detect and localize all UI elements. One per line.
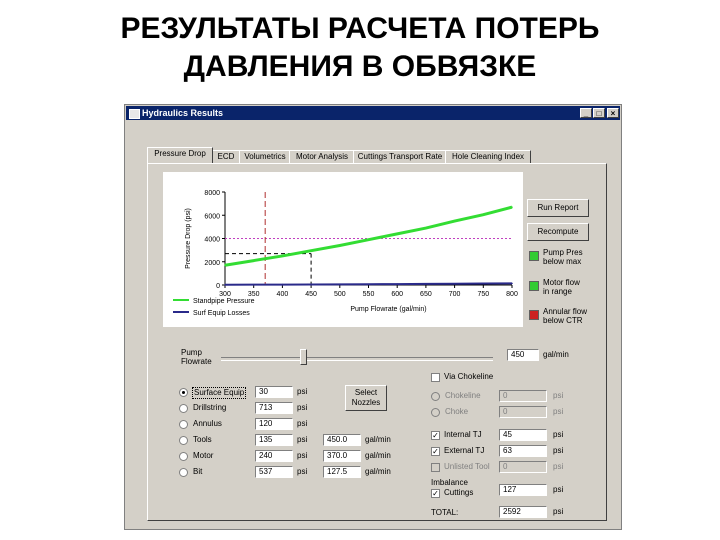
tab-ecd[interactable]: ECD: [211, 150, 241, 163]
radio-chokeline[interactable]: [431, 392, 440, 401]
bit-flow-unit: gal/min: [365, 467, 391, 476]
drillstring-value[interactable]: 713: [255, 402, 293, 414]
y-axis-label: Pressure Drop (psi): [185, 208, 192, 269]
annulus-value[interactable]: 120: [255, 418, 293, 430]
series-point: [310, 250, 312, 252]
radio-surface-equip[interactable]: [179, 388, 188, 397]
pump-flowrate-unit: gal/min: [543, 350, 569, 359]
pump-flowrate-label: Pump Flowrate: [181, 348, 212, 366]
series-point: [310, 284, 312, 286]
label-drillstring: Drillstring: [193, 403, 227, 412]
annular-flow-indicator: [529, 310, 539, 320]
y-tick-label: 6000: [204, 213, 220, 221]
tools-flow-value[interactable]: 450.0: [323, 434, 361, 446]
series-point: [425, 283, 427, 285]
external-tj-value[interactable]: 63: [499, 445, 547, 457]
unlisted-tool-value[interactable]: 0: [499, 461, 547, 473]
series-point: [253, 260, 255, 262]
internal-tj-checkbox[interactable]: ✓: [432, 431, 439, 440]
radio-annulus[interactable]: [179, 420, 188, 429]
x-tick-label: 400: [276, 291, 289, 298]
label-surface-equip: Surface Equip: [194, 388, 245, 397]
series-point: [339, 284, 341, 286]
x-tick-label: 700: [448, 291, 461, 298]
label-cuttings: Cuttings: [444, 488, 474, 497]
bit-unit: psi: [297, 467, 308, 476]
minimize-button[interactable]: _: [580, 108, 592, 118]
surface-equip-value[interactable]: 30: [255, 386, 293, 398]
motor-flow-value[interactable]: 370.0: [323, 450, 361, 462]
y-tick-label: 0: [216, 283, 220, 290]
x-tick-label: 500: [333, 291, 346, 298]
total-value[interactable]: 2592: [499, 506, 547, 518]
tools-value[interactable]: 135: [255, 434, 293, 446]
y-tick-label: 4000: [204, 236, 220, 244]
y-tick-label: 8000: [204, 190, 220, 197]
pump-flowrate-input[interactable]: 450: [507, 349, 539, 361]
annulus-unit: psi: [297, 419, 308, 428]
motor-flow-indicator: [529, 281, 539, 291]
recompute-button[interactable]: Recompute: [527, 223, 589, 241]
label-motor: Motor: [193, 451, 214, 460]
series-point: [396, 233, 398, 235]
imbalance-label: Imbalance: [431, 478, 468, 487]
series-point: [511, 206, 513, 208]
legend-label: Standpipe Pressure: [193, 298, 255, 305]
tools-flow-unit: gal/min: [365, 435, 391, 444]
series-point: [224, 284, 226, 286]
slide-title-line-1: РЕЗУЛЬТАТЫ РАСЧЕТА ПОТЕРЬ: [120, 12, 600, 45]
window-title: Hydraulics Results: [142, 108, 224, 118]
app-icon: [129, 109, 140, 119]
pump-pressure-indicator-label: Pump Pres below max: [543, 248, 583, 266]
x-axis-label: Pump Flowrate (gal/min): [350, 306, 427, 313]
x-tick-label: 350: [247, 291, 260, 298]
label-bit: Bit: [193, 467, 203, 476]
pump-pressure-indicator: [529, 251, 539, 261]
series-point: [396, 283, 398, 285]
motor-unit: psi: [297, 451, 308, 460]
total-label: TOTAL:: [431, 508, 459, 517]
tab-pressure-drop[interactable]: Pressure Drop: [147, 147, 213, 163]
radio-tools[interactable]: [179, 436, 188, 445]
series-point: [483, 214, 485, 216]
unlisted-tool-checkbox[interactable]: [431, 463, 440, 472]
tab-cuttings-transport-rate[interactable]: Cuttings Transport Rate: [353, 150, 447, 163]
pressure-chart: [163, 172, 523, 327]
radio-drillstring[interactable]: [179, 404, 188, 413]
motor-value[interactable]: 240: [255, 450, 293, 462]
tab-volumetrics[interactable]: Volumetrics: [239, 150, 291, 163]
close-button[interactable]: ×: [607, 108, 619, 118]
run-report-button[interactable]: Run Report: [527, 199, 589, 217]
cuttings-value[interactable]: 127: [499, 484, 547, 496]
legend-label: Surf Equip Losses: [193, 310, 250, 317]
motor-flow-unit: gal/min: [365, 451, 391, 460]
x-tick-label: 650: [420, 291, 432, 298]
x-tick-label: 750: [477, 291, 490, 298]
tools-unit: psi: [297, 435, 308, 444]
series-point: [368, 283, 370, 285]
series-point: [224, 264, 226, 266]
choke-unit: psi: [553, 407, 564, 416]
series-point: [282, 284, 284, 286]
series-point: [425, 227, 427, 229]
internal-tj-unit: psi: [553, 430, 564, 439]
slide-title: [0, 10, 720, 86]
tab-hole-cleaning-index[interactable]: Hole Cleaning Index: [445, 150, 531, 163]
label-chokeline: Chokeline: [445, 391, 481, 400]
total-unit: psi: [553, 507, 564, 516]
choke-value[interactable]: 0: [499, 406, 547, 418]
series-point: [253, 284, 255, 286]
series-point: [483, 283, 485, 285]
x-tick-label: 600: [391, 291, 404, 298]
cuttings-checkbox[interactable]: ✓: [432, 489, 439, 498]
window-titlebar[interactable]: [126, 106, 620, 120]
x-tick-label: 550: [362, 291, 375, 298]
chokeline-value[interactable]: 0: [499, 390, 547, 402]
bit-flow-value[interactable]: 127.5: [323, 466, 361, 478]
maximize-button[interactable]: □: [593, 108, 605, 118]
label-internal-tj: Internal TJ: [444, 430, 482, 439]
tab-motor-analysis[interactable]: Motor Analysis: [289, 150, 355, 163]
x-tick-label: 450: [305, 291, 317, 298]
pump-flowrate-slider-thumb[interactable]: [300, 349, 307, 365]
series-point: [454, 283, 456, 285]
slide-title-line-2: ДАВЛЕНИЯ В ОБВЯЗКЕ: [183, 50, 537, 83]
label-unlisted-tool: Unlisted Tool: [444, 462, 490, 471]
label-choke: Choke: [445, 407, 469, 416]
drillstring-unit: psi: [297, 403, 308, 412]
chokeline-unit: psi: [553, 391, 564, 400]
pressure-chart-svg: [163, 172, 523, 327]
hydraulics-results-window: [124, 104, 622, 530]
series-point: [368, 239, 370, 241]
external-tj-checkbox[interactable]: ✓: [432, 447, 439, 456]
label-external-tj: External TJ: [444, 446, 485, 455]
via-chokeline-label: Via Chokeline: [444, 372, 494, 381]
series-point: [282, 255, 284, 257]
x-tick-label: 800: [506, 291, 518, 298]
series-point: [511, 283, 513, 285]
series-point: [454, 220, 456, 222]
label-annulus: Annulus: [193, 419, 222, 428]
radio-bit[interactable]: [179, 468, 188, 477]
y-tick-label: 2000: [204, 259, 220, 267]
annular-flow-indicator-label: Annular flow below CTR: [543, 307, 588, 325]
internal-tj-value[interactable]: 45: [499, 429, 547, 441]
unlisted-tool-unit: psi: [553, 462, 564, 471]
series-point: [339, 245, 341, 247]
label-tools: Tools: [193, 435, 212, 444]
motor-flow-indicator-label: Motor flow in range: [543, 278, 580, 296]
bit-value[interactable]: 537: [255, 466, 293, 478]
radio-choke[interactable]: [431, 408, 440, 417]
select-nozzles-button[interactable]: Select Nozzles: [345, 385, 387, 411]
x-tick-label: 300: [219, 291, 231, 298]
cuttings-unit: psi: [553, 485, 564, 494]
pump-flowrate-slider-track[interactable]: [221, 357, 493, 361]
via-chokeline-checkbox[interactable]: [431, 373, 440, 382]
external-tj-unit: psi: [553, 446, 564, 455]
surface-equip-unit: psi: [297, 387, 308, 396]
radio-motor[interactable]: [179, 452, 188, 461]
series-line-standpipe-pressure: [225, 207, 512, 265]
